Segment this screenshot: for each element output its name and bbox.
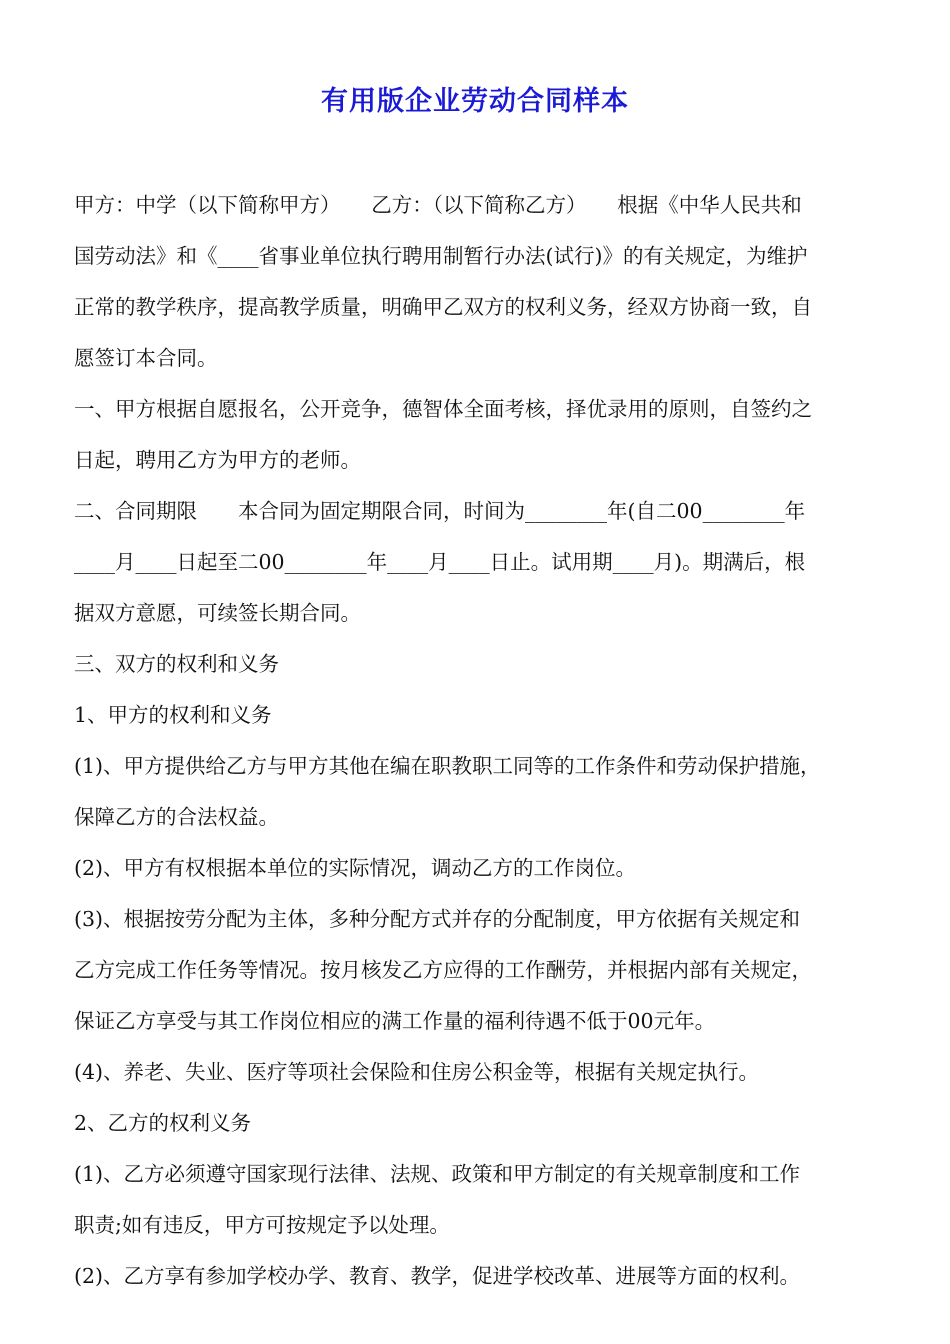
paragraph-line: 甲方：中学（以下简称甲方） 乙方：（以下简称乙方） 根据《中华人民共和 [74, 193, 802, 217]
paragraph-line: (1)、乙方必须遵守国家现行法律、法规、政策和甲方制定的有关规章制度和工作 [74, 1162, 801, 1186]
paragraph-line: (4)、养老、失业、医疗等项社会保险和住房公积金等，根据有关规定执行。 [74, 1060, 760, 1084]
paragraph-line: 愿签订本合同。 [74, 346, 218, 370]
subsection-heading: 1、甲方的权利和义务 [74, 703, 272, 727]
paragraph-line: (2)、甲方有权根据本单位的实际情况，调动乙方的工作岗位。 [74, 856, 637, 880]
paragraph-line: 据双方意愿，可续签长期合同。 [74, 601, 361, 625]
paragraph-line: 一、甲方根据自愿报名，公开竞争，德智体全面考核，择优录用的原则，自签约之 [74, 397, 812, 421]
document-title: 有用版企业劳动合同样本 [321, 86, 629, 117]
document-body [74, 180, 880, 1302]
paragraph-line: 正常的教学秩序，提高教学质量，明确甲乙双方的权利义务，经双方协商一致，自 [74, 295, 812, 319]
section-heading: 三、双方的权利和义务 [74, 652, 279, 676]
paragraph-line: 乙方完成工作任务等情况。按月核发乙方应得的工作酬劳，并根据内部有关规定， [74, 958, 812, 982]
paragraph-line: 保障乙方的合法权益。 [74, 805, 279, 829]
paragraph-line: 职责;如有违反，甲方可按规定予以处理。 [74, 1213, 450, 1237]
paragraph-line: 日起，聘用乙方为甲方的老师。 [74, 448, 361, 472]
paragraph-line: ____月____日起至二00________年____月____日止。试用期____月)。期满后，根 [74, 550, 806, 574]
subsection-heading: 2、乙方的权利义务 [74, 1111, 252, 1135]
paragraph-line: (3)、根据按劳分配为主体，多种分配方式并存的分配制度，甲方依据有关规定和 [74, 907, 801, 931]
paragraph-line: (1)、甲方提供给乙方与甲方其他在编在职教职工同等的工作条件和劳动保护措施， [74, 754, 821, 778]
paragraph-line: 二、合同期限 本合同为固定期限合同，时间为________年(自二00________年 [74, 499, 806, 523]
paragraph-line: 保证乙方享受与其工作岗位相应的满工作量的福利待遇不低于00元年。 [74, 1009, 716, 1033]
paragraph-line: (2)、乙方享有参加学校办学、教育、教学，促进学校改革、进展等方面的权利。 [74, 1264, 801, 1288]
paragraph-line: 国劳动法》和《____省事业单位执行聘用制暂行办法(试行)》的有关规定，为维护 [74, 244, 808, 268]
